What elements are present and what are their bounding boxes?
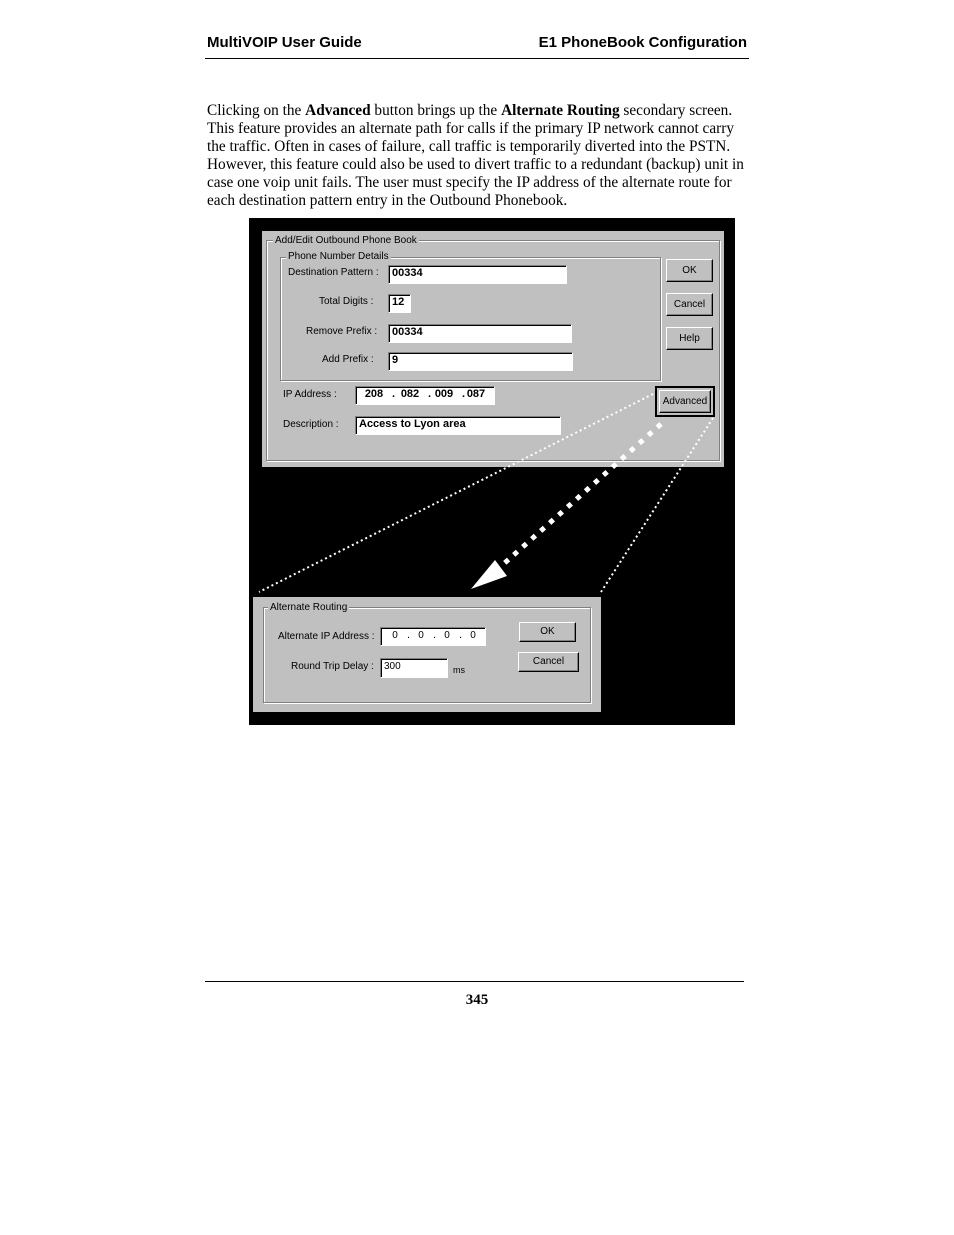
alt-ok-button[interactable]: OK [519, 622, 576, 642]
round-trip-delay-label: Round Trip Delay : [291, 661, 374, 672]
screenshot-figure [249, 218, 735, 725]
alt-ip-dot-1: . [407, 629, 411, 641]
para-bold-alternate-routing: Alternate Routing [501, 102, 620, 119]
description-label: Description : [283, 419, 339, 430]
ip-octet-4: 087 [466, 388, 486, 400]
alternate-group-title: Alternate Routing [270, 602, 348, 613]
alt-ip-octet-4: 0 [470, 630, 476, 641]
callout-line-left [259, 394, 653, 592]
callout-line-right [601, 418, 713, 592]
alt-ip-dot-3: . [459, 629, 463, 641]
phone-details-title: Phone Number Details [288, 251, 389, 262]
remove-prefix-input[interactable]: 00334 [388, 324, 572, 343]
destination-pattern-label: Destination Pattern : [288, 267, 379, 278]
para-text-3: secondary screen. This feature provides an alternate path for calls if the primary IP network cannot carry the traffic. Often in cases of failure, call traffic is temporarily diverted into the PSTN. However, this feature could also be used to divert traffic to a redundant (backup) unit in case one voip unit fails. The user must specify the IP address of the alternate route for each destination pattern entry in the Outbound Phonebook. [207, 102, 744, 209]
ip-dot-2: . [428, 388, 432, 400]
alt-ip-octet-2: 0 [418, 630, 424, 641]
ip-address-label: IP Address : [283, 389, 337, 400]
header-title-left: MultiVOIP User Guide [207, 34, 362, 51]
alternate-ip-label: Alternate IP Address : [278, 631, 375, 642]
round-trip-unit: ms [453, 665, 465, 675]
ok-button[interactable]: OK [666, 259, 713, 282]
description-input[interactable]: Access to Lyon area [355, 416, 561, 435]
round-trip-delay-input[interactable]: 300 [380, 658, 448, 678]
cancel-button[interactable]: Cancel [666, 293, 713, 316]
total-digits-label: Total Digits : [319, 296, 374, 307]
total-digits-input[interactable]: 12 [388, 294, 411, 313]
header-rule [205, 58, 749, 59]
alt-cancel-button[interactable]: Cancel [518, 652, 579, 672]
ip-dot-3: . [462, 388, 466, 400]
alt-ip-dot-2: . [433, 629, 437, 641]
page-number: 345 [465, 992, 489, 1008]
alternate-routing-dialog [253, 597, 601, 712]
para-bold-advanced: Advanced [305, 102, 371, 119]
advanced-button[interactable]: Advanced [659, 390, 711, 413]
remove-prefix-label: Remove Prefix : [306, 326, 378, 337]
add-prefix-input[interactable]: 9 [388, 352, 573, 371]
destination-pattern-input[interactable]: 00334 [388, 265, 567, 284]
callout-arrow-shaft [499, 424, 661, 568]
alt-ip-octet-1: 0 [392, 630, 398, 641]
alternate-ip-input[interactable] [380, 627, 486, 646]
header-title-right: E1 PhoneBook Configuration [538, 34, 747, 51]
ip-octet-2: 082 [400, 388, 420, 400]
outbound-group-title: Add/Edit Outbound Phone Book [275, 235, 417, 246]
ip-octet-1: 208 [364, 388, 384, 400]
alt-ip-octet-3: 0 [444, 630, 450, 641]
add-prefix-label: Add Prefix : [322, 354, 374, 365]
footer-rule [205, 981, 744, 982]
intro-paragraph [207, 102, 752, 210]
callout-arrowhead [471, 560, 507, 589]
para-text-2: button brings up the [370, 102, 502, 119]
ip-octet-3: 009 [434, 388, 454, 400]
help-button[interactable]: Help [666, 327, 713, 350]
ip-dot-1: . [392, 388, 396, 400]
para-text-1: Clicking on the [207, 102, 306, 119]
